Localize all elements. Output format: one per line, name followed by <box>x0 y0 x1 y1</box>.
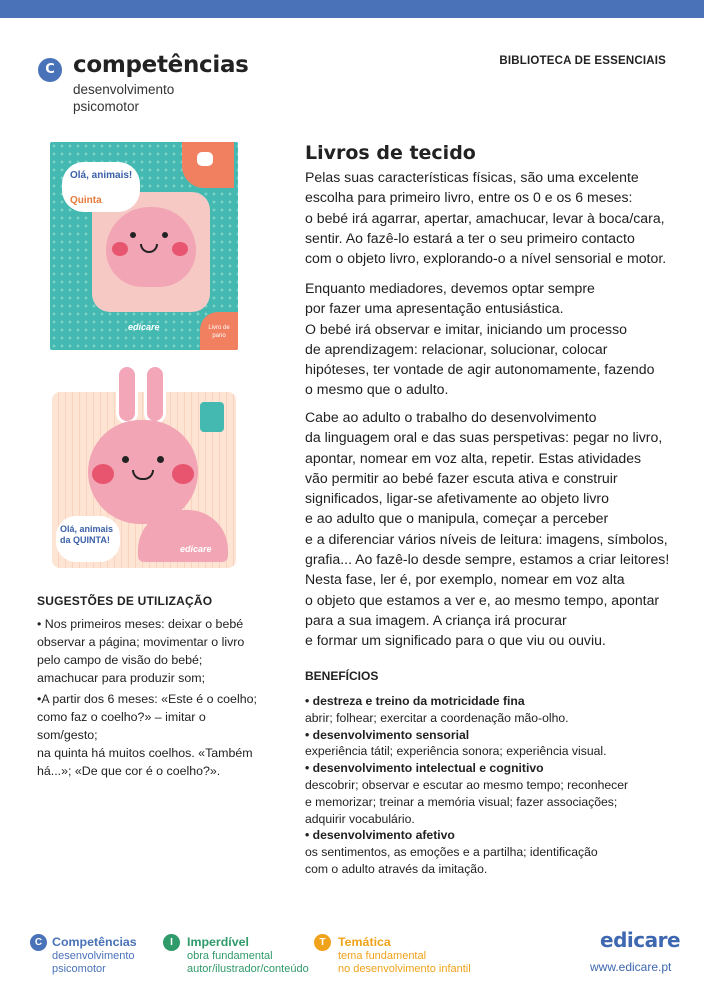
benefit-desc: abrir; folhear; exercitar a coordenação mão-olho. <box>305 710 569 725</box>
cover-bubble-title: Olá, animais! <box>70 170 133 181</box>
text-line: sentir. Ao fazê-lo estará a ter o seu primeiro contacto <box>305 229 635 246</box>
bunny-eye <box>157 456 164 463</box>
text-line: obra fundamental <box>187 950 273 962</box>
top-color-bar <box>0 0 704 18</box>
suggestion-paragraph <box>37 690 269 780</box>
bunny-eye <box>122 456 129 463</box>
text-line: o objeto que estamos a ver e, ao mesmo tempo, apontar <box>305 591 660 608</box>
bunny-ear <box>116 364 138 424</box>
cover-corner-label: Livro de pano <box>208 325 230 339</box>
category-badge: C <box>38 58 62 82</box>
bunny-cheek <box>112 242 128 256</box>
text-line: hipóteses, ter vontade de agir autonomamente, fazendo <box>305 361 655 378</box>
bunny-eye <box>130 232 136 238</box>
benefits-list <box>305 693 687 878</box>
text-line: Pelas suas características físicas, são uma excelente <box>305 169 639 185</box>
text-line: para a sua imagem. A criança irá procurar <box>305 611 567 628</box>
subtitle-line: psicomotor <box>73 99 140 114</box>
benefit-desc: com o adulto através da imitação. <box>305 861 488 876</box>
text-line: da linguagem oral e das suas perspetivas: pegar no livro, <box>305 429 663 446</box>
article-title: Livros de tecido <box>305 142 476 164</box>
legend-title-competencias: Competências <box>52 935 137 949</box>
benefits-heading: BENEFÍCIOS <box>305 669 379 683</box>
text-line: há...»; «De que cor é o coelho?». <box>37 764 221 778</box>
text-line: e formar um significado para o que viu ou ouviu. <box>305 632 606 649</box>
benefit-desc: descobrir; observar e escutar ao mesmo tempo; reconhecer <box>305 777 629 792</box>
article-paragraph <box>305 407 687 651</box>
text-line: e a diferenciar vários níveis de leitura: imagens, símbolos, <box>305 530 668 547</box>
legend-badge-competencias: C <box>30 934 47 951</box>
bunny-ear <box>144 364 166 424</box>
text-line: tema fundamental <box>338 950 427 962</box>
edicare-logo: edicare <box>600 928 681 952</box>
text-line: Enquanto mediadores, devemos optar sempre <box>305 280 595 296</box>
cloth-brand: edicare <box>180 544 212 554</box>
legend-title-imperdivel: Imperdível <box>187 935 249 949</box>
cloth-book-image <box>52 392 236 568</box>
article-paragraph <box>305 167 687 268</box>
library-label: BIBLIOTECA DE ESSENCIAIS <box>499 55 666 67</box>
text-line: de aprendizagem: relacionar, solucionar, colocar <box>305 340 608 357</box>
benefit-desc: os sentimentos, as emoções e a partilha; identificação <box>305 845 598 860</box>
website-link[interactable]: www.edicare.pt <box>590 960 672 974</box>
text-line: grafia... Ao fazê-lo desde sempre, estamos a criar leitores! <box>305 551 670 568</box>
text-line: no desenvolvimento infantil <box>338 963 471 975</box>
text-line: observar a página; movimentar o livro <box>37 635 245 649</box>
cover-bubble-subtitle: Quinta <box>70 195 102 206</box>
text-line: por fazer uma apresentação entusiástica. <box>305 300 564 317</box>
benefit-title: • destreza e treino da motricidade fina <box>305 694 525 708</box>
text-line: Cabe ao adulto o trabalho do desenvolvimento <box>305 409 597 425</box>
cloth-tag <box>200 402 224 432</box>
text-line: •A partir dos 6 meses: «Este é o coelho; <box>37 692 257 706</box>
text-line: na quinta há muitos coelhos. «Também <box>37 746 253 760</box>
text-line: vão permitir ao bebé fazer escuta ativa e construir <box>305 469 618 486</box>
legend-badge-tematica: T <box>314 934 331 951</box>
suggestion-paragraph <box>37 615 269 687</box>
bunny-eye <box>162 232 168 238</box>
benefit-title: • desenvolvimento intelectual e cognitivo <box>305 761 544 776</box>
text-line: autor/ilustrador/conteúdo <box>187 963 309 975</box>
cloth-bubble-text: Olá, animais da QUINTA! <box>60 524 114 545</box>
text-line: pelo campo de visão do bebé; <box>37 653 203 667</box>
text-line: psicomotor <box>52 963 106 975</box>
legend-sub-tematica <box>338 950 471 976</box>
benefit-desc: adquirir vocabulário. <box>305 811 415 826</box>
subtitle-line: desenvolvimento <box>73 82 175 97</box>
text-line: significados, ligar-se afetivamente ao objeto livro <box>305 490 609 507</box>
text-line: o mesmo que o adulto. <box>305 381 449 398</box>
page-category-title: competências <box>73 52 249 78</box>
legend-badge-imperdivel: I <box>163 934 180 951</box>
text-line: • Nos primeiros meses: deixar o bebé <box>37 617 244 631</box>
benefit-desc: e memorizar; treinar a memória visual; fazer associações; <box>305 794 618 809</box>
text-line: apontar, nomear em voz alta, repetir. Estas atividades <box>305 449 642 466</box>
text-line: e ao adulto que o manipula, começar a perceber <box>305 510 609 527</box>
article-paragraph <box>305 278 687 400</box>
page-category-subtitle <box>73 81 253 115</box>
text-line: como faz o coelho?» – imitar o som/gesto; <box>37 710 206 742</box>
text-line: escolha para primeiro livro, entre os 0 e os 6 meses: <box>305 189 633 206</box>
legend-sub-imperdivel <box>187 950 309 976</box>
text-line: Nesta fase, ler é, por exemplo, nomear em voz alta <box>305 571 625 588</box>
bunny-cheek <box>92 464 114 484</box>
benefit-title: • desenvolvimento afetivo <box>305 828 455 843</box>
benefit-desc: experiência tátil; experiência sonora; experiência visual. <box>305 744 607 759</box>
text-line: o bebé irá agarrar, apertar, amachucar, levar à boca/cara, <box>305 209 665 226</box>
legend-title-tematica: Temática <box>338 935 391 949</box>
bunny-cheek <box>172 464 194 484</box>
cat-icon <box>197 152 213 166</box>
benefit-title: • desenvolvimento sensorial <box>305 727 470 742</box>
suggestions-heading: SUGESTÕES DE UTILIZAÇÃO <box>37 594 213 608</box>
text-line: com o objeto livro, explorando-o a nível sensorial e motor. <box>305 250 667 267</box>
text-line: O bebé irá observar e imitar, iniciando um processo <box>305 320 627 337</box>
bunny-cheek <box>172 242 188 256</box>
legend-sub-competencias <box>52 950 135 976</box>
text-line: amachucar para produzir som; <box>37 671 206 685</box>
text-line: desenvolvimento <box>52 950 135 962</box>
cover-brand: edicare <box>128 322 160 332</box>
book-cover-image <box>50 142 238 350</box>
